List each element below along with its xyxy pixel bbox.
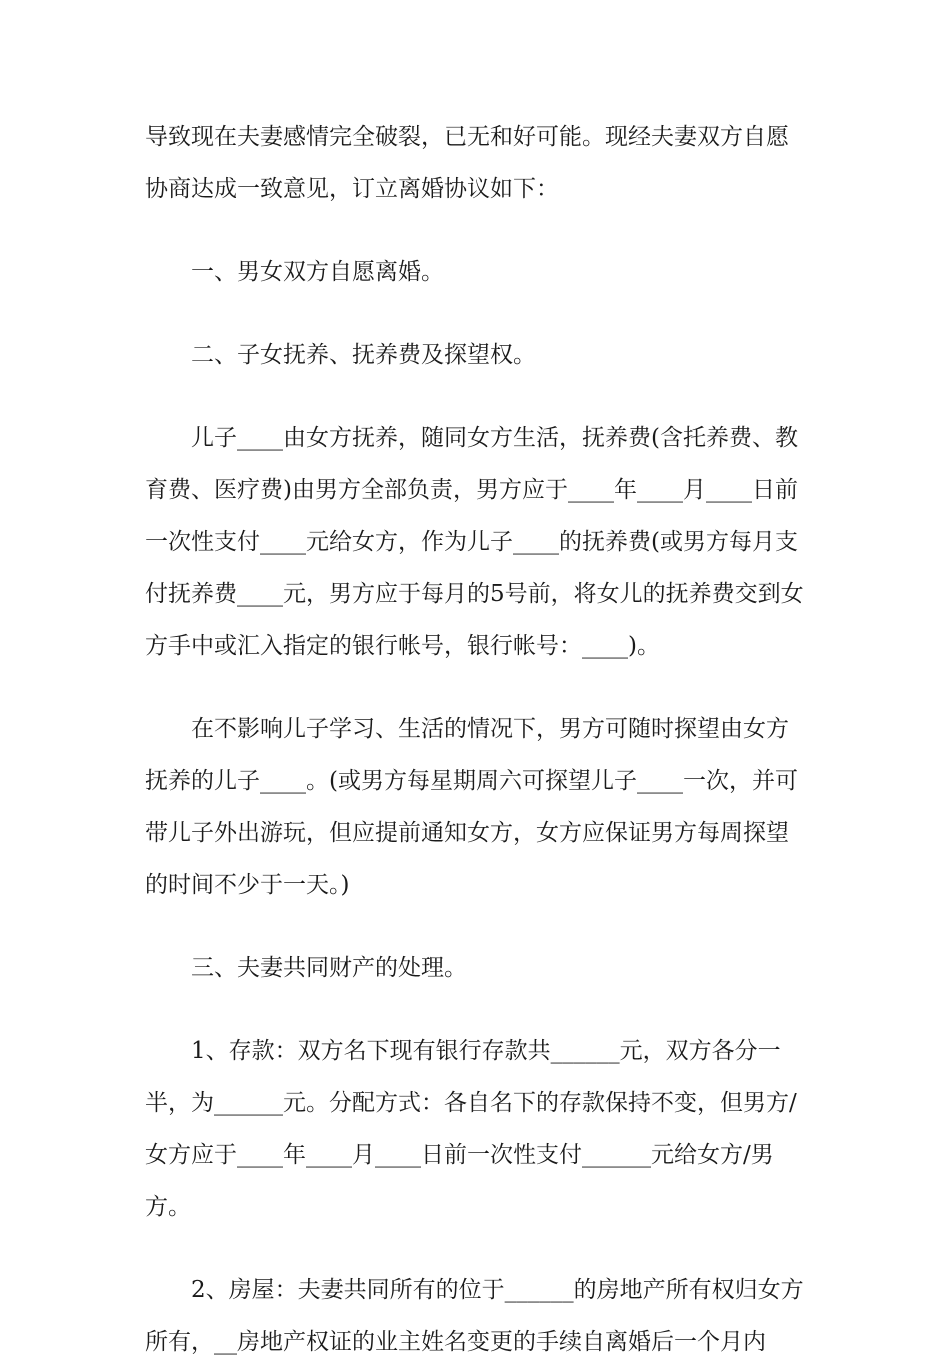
heading-section-3: 三、夫妻共同财产的处理。 — [191, 955, 467, 981]
paragraph-housing: 2、房屋：夫妻共同所有的位于______的房地产所有权归女方所有，__房地产权证的业主姓名变更的手续自离婚后一个月内 — [145, 1277, 804, 1355]
paragraph-child-support: 儿子____由女方抚养，随同女方生活，抚养费(含托养费、教育费、医疗费)由男方全部负责，男方应于____年____月____日前一次性支付____元给女方，作为儿子____的抚养费(或男方每月支付抚养费____元，男方应于每月的5号前，将女儿的抚养费交到女方手中或汇入指定的银行帐号，银行帐号：____)。 — [145, 425, 804, 659]
heading-section-2: 二、子女抚养、抚养费及探望权。 — [191, 342, 536, 368]
document-body — [145, 111, 810, 1368]
paragraph-savings: 1、存款：双方名下现有银行存款共______元，双方各分一半，为______元。分配方式：各自名下的存款保持不变，但男方/女方应于____年____月____日前一次性支付______元给女方/男方。 — [145, 1038, 797, 1220]
paragraph-intro: 导致现在夫妻感情完全破裂，已无和好可能。现经夫妻双方自愿协商达成一致意见，订立离婚协议如下： — [145, 124, 789, 202]
heading-section-1: 一、男女双方自愿离婚。 — [191, 259, 444, 285]
paragraph-visitation: 在不影响儿子学习、生活的情况下，男方可随时探望由女方抚养的儿子____。(或男方每星期周六可探望儿子____一次，并可带儿子外出游玩，但应提前通知女方，女方应保证男方每周探望的时间不少于一天。) — [145, 716, 798, 898]
